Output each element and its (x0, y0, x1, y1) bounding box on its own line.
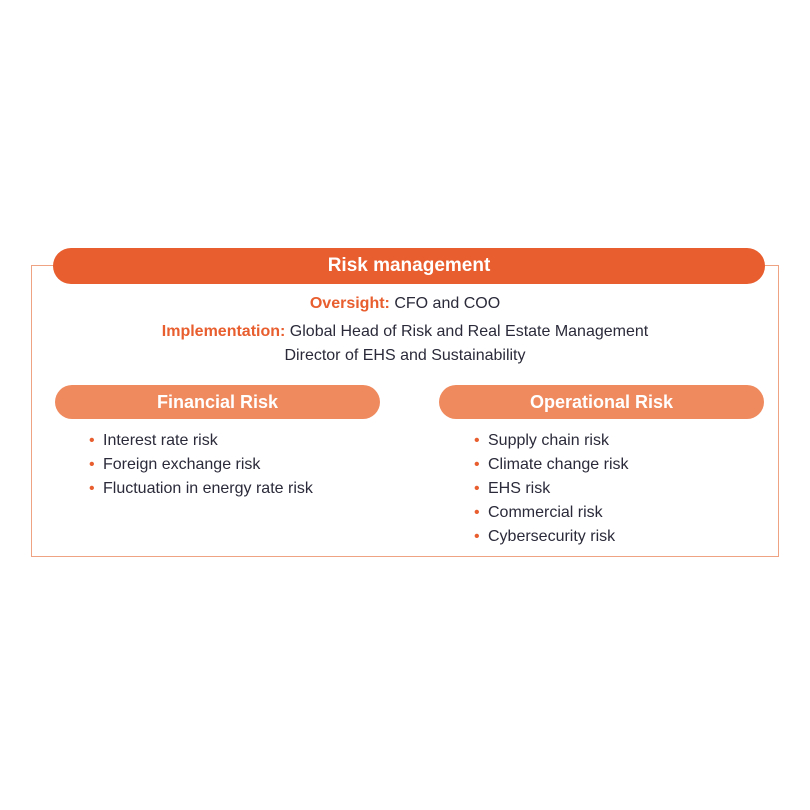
list-item (474, 501, 629, 525)
oversight-label: Oversight: (309, 295, 390, 312)
list-item (89, 477, 313, 501)
oversight-line (31, 294, 779, 314)
operational-risk-title: Operational Risk (529, 391, 674, 412)
operational-risk-item: Climate change risk (488, 456, 629, 473)
risk-management-title: Risk management (327, 255, 491, 276)
financial-risk-list (89, 429, 313, 501)
financial-risk-item: Fluctuation in energy rate risk (103, 480, 313, 497)
implementation-value-2: Director of EHS and Sustainability (284, 347, 526, 364)
bullet-icon: • (474, 432, 480, 449)
bullet-icon: • (89, 432, 95, 449)
list-item (474, 453, 629, 477)
list-item (89, 453, 313, 477)
list-item (474, 525, 629, 549)
oversight-value: CFO and COO (394, 295, 501, 312)
financial-risk-item: Foreign exchange risk (103, 456, 261, 473)
implementation-label: Implementation: (161, 323, 286, 340)
bullet-icon: • (474, 528, 480, 545)
financial-risk-title: Financial Risk (156, 391, 279, 412)
risk-management-header (53, 248, 765, 284)
bullet-icon: • (89, 456, 95, 473)
bullet-icon: • (89, 480, 95, 497)
bullet-icon: • (474, 480, 480, 497)
financial-risk-item: Interest rate risk (103, 432, 218, 449)
implementation-value: Global Head of Risk and Real Estate Management (289, 323, 649, 340)
operational-risk-item: EHS risk (488, 480, 551, 497)
operational-risk-item: Commercial risk (488, 504, 603, 521)
operational-risk-item: Cybersecurity risk (488, 528, 616, 545)
bullet-icon: • (474, 504, 480, 521)
operational-risk-header (439, 385, 764, 419)
list-item (474, 429, 629, 453)
operational-risk-item: Supply chain risk (488, 432, 609, 449)
bullet-icon: • (474, 456, 480, 473)
implementation-line-2 (31, 346, 779, 366)
implementation-line (31, 322, 779, 342)
list-item (89, 429, 313, 453)
list-item (474, 477, 629, 501)
financial-risk-header (55, 385, 380, 419)
operational-risk-list (474, 429, 629, 549)
